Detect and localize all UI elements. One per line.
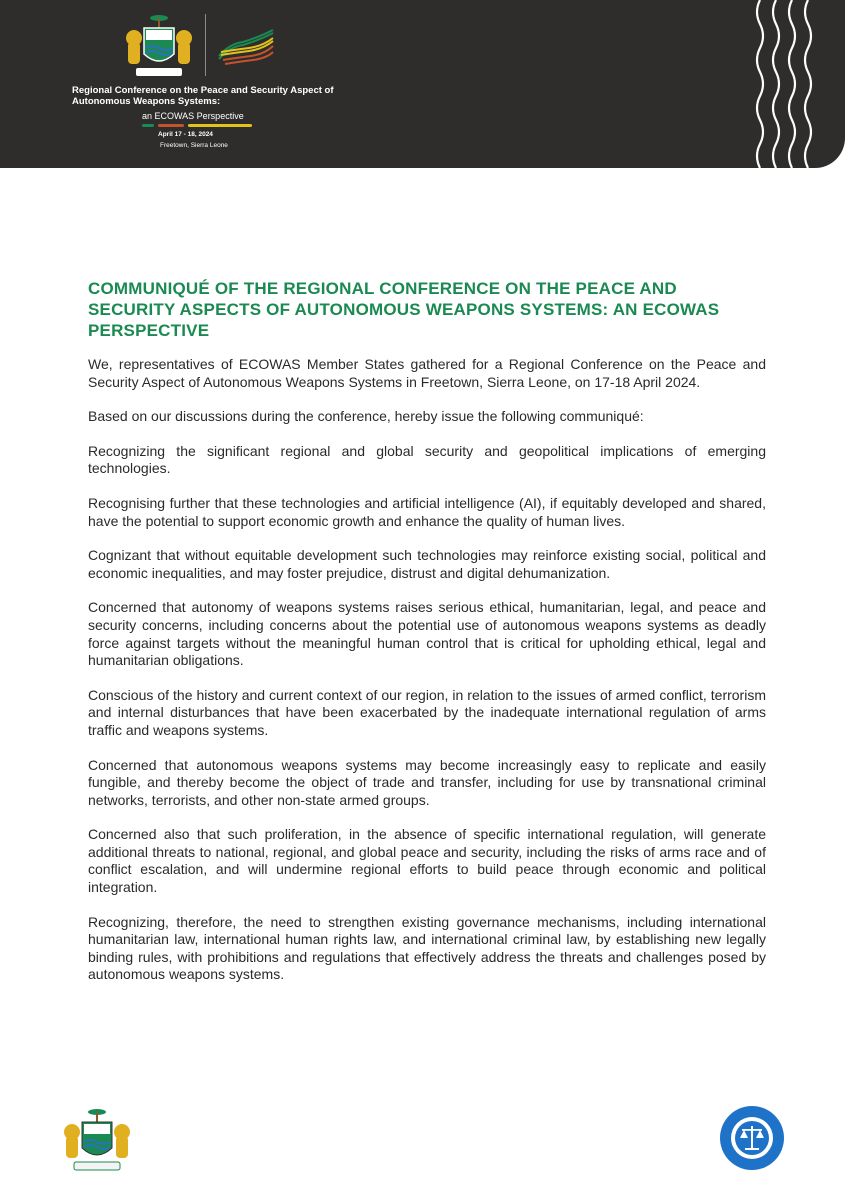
paragraph-1: We, representatives of ECOWAS Member States gathered for a Regional Conference on the Peace and Security Aspect of Autonomous Weapons Systems in Freetown, Sierra Leone, on 17-18 April 2024.	[88, 356, 766, 390]
header-divider	[205, 14, 206, 76]
carl-seal-icon	[718, 1104, 786, 1172]
paragraph-3: Recognizing the significant regional and global security and geopolitical implications of emerging technologies.	[88, 442, 766, 477]
conference-dates: April 17 - 18, 2024	[158, 131, 213, 138]
paragraph-6: Concerned that autonomy of weapons systems raises serious ethical, humanitarian, legal, and peace and security concerns, including concerns about the potential use of autonomous weapons systems as deadly force against targets without the meaningful human control that is critical for upholding ethical, legal and humanitarian obligations.	[88, 599, 766, 669]
ecowas-map-icon	[215, 26, 277, 68]
paragraph-5: Cognizant that without equitable development such technologies may reinforce existing social, political and economic inequalities, and may foster prejudice, distrust and digital dehumanization.	[88, 547, 766, 581]
paragraph-8: Concerned that autonomous weapons systems may become increasingly easy to replicate and easily fungible, and thereby become the object of trade and transfer, including for use by transnational criminal networks, terrorists, and other non-state armed groups.	[88, 756, 766, 808]
accent-bar-green	[142, 124, 154, 127]
conference-subtitle: an ECOWAS Perspective	[142, 111, 244, 121]
communique-title: COMMUNIQUÉ OF THE REGIONAL CONFERENCE ON THE PEACE AND SECURITY ASPECTS OF AUTONOMOUS WEAPONS SYSTEMS: AN ECOWAS PERSPECTIVE	[88, 279, 720, 340]
paragraph-9: Concerned also that such proliferation, in the absence of specific international regulation, will generate additional threats to national, regional, and global peace and security, including the risks of arms race and of conflict escalation, and will undermine regional efforts to build peace through economic and political integration.	[88, 826, 766, 896]
communique-body	[88, 356, 766, 1001]
paragraph-2: Based on our discussions during the conference, hereby issue the following communiqué:	[88, 408, 644, 425]
paragraph-4: Recognising further that these technologies and artificial intelligence (AI), if equitably developed and shared, have the potential to support economic growth and enhance the quality of human lives.	[88, 494, 766, 529]
wavy-pattern-decoration	[752, 0, 824, 168]
paragraph-7: Conscious of the history and current context of our region, in relation to the issues of armed conflict, terrorism and internal disturbances that have been exacerbated by the inadequate international regulation of arms traffic and weapons systems.	[88, 686, 766, 738]
coat-of-arms-icon	[120, 14, 198, 78]
conference-location: Freetown, Sierra Leone	[160, 142, 228, 149]
page-header	[0, 0, 845, 168]
accent-bar-yellow	[188, 124, 252, 127]
accent-bars	[142, 124, 252, 127]
accent-bar-red	[158, 124, 184, 127]
paragraph-10: Recognizing, therefore, the need to strengthen existing governance mechanisms, including international humanitarian law, international human rights law, and international criminal law, by establishing new legally binding rules, with prohibitions and regulations that effectively address the threats and challenges posed by autonomous weapons systems.	[88, 913, 766, 983]
footer-coat-of-arms-icon	[58, 1108, 136, 1172]
conference-title: Regional Conference on the Peace and Security Aspect of Autonomous Weapons Systems:	[72, 85, 334, 107]
